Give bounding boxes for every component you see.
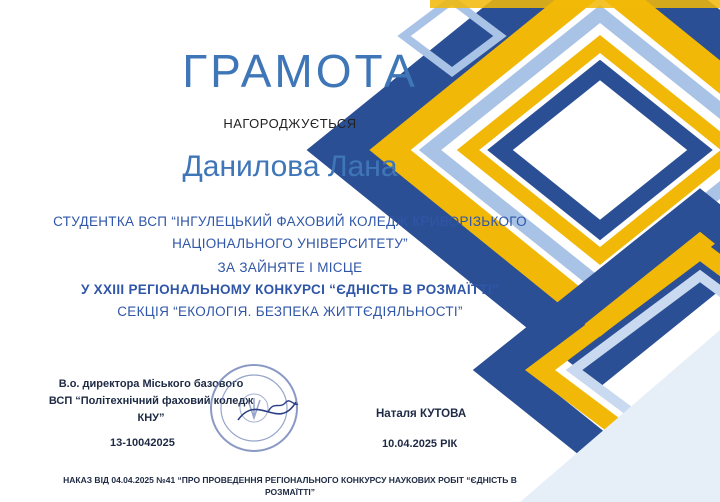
registration-number: 13-10042025	[110, 437, 175, 449]
lower-light-diamond	[574, 276, 720, 464]
body-line-contest: У XXIII РЕГІОНАЛЬНОМУ КОНКУРСІ “ЄДНІСТЬ В РОЗМАЇТТІ”	[80, 282, 500, 297]
lower-navy-diamond	[500, 210, 720, 502]
top-gold-band	[430, 0, 720, 8]
issue-date: 10.04.2025 РІК	[382, 438, 458, 450]
certificate-title: ГРАМОТА	[182, 45, 418, 97]
recipient-name: Данилова Лана	[182, 150, 398, 183]
body-line-place: ЗА ЗАЙНЯТЕ І МІСЦЕ	[217, 260, 363, 275]
pale-triangle	[520, 330, 720, 502]
signer-name: Наталя КУТОВА	[376, 408, 467, 420]
body-line-student: СТУДЕНТКА ВСП “ІНГУЛЕЦЬКИЙ ФАХОВИЙ КОЛЕДЖ КРИВОРІЗЬКОГО	[53, 214, 527, 229]
awarded-label: НАГОРОДЖУЄТЬСЯ	[223, 116, 357, 131]
official-stamp	[208, 362, 300, 454]
body-line-section: СЕКЦІЯ “ЕКОЛОГІЯ. БЕЗПЕКА ЖИТТЄДІЯЛЬНОСТІ”	[117, 304, 463, 319]
director-title: В.о. директора Міського базового ВСП “Політехнічний фаховий коледж КНУ”	[48, 378, 254, 424]
body-line-university: НАЦІОНАЛЬНОГО УНІВЕРСИТЕТУ”	[172, 236, 408, 251]
order-footnote: НАКАЗ ВІД 04.04.2025 №41 “ПРО ПРОВЕДЕННЯ РЕГІОНАЛЬНОГО КОНКУРСУ НАУКОВИХ РОБІТ “ЄДНІСТЬ В РОЗМАЇТТІ”	[63, 475, 517, 497]
